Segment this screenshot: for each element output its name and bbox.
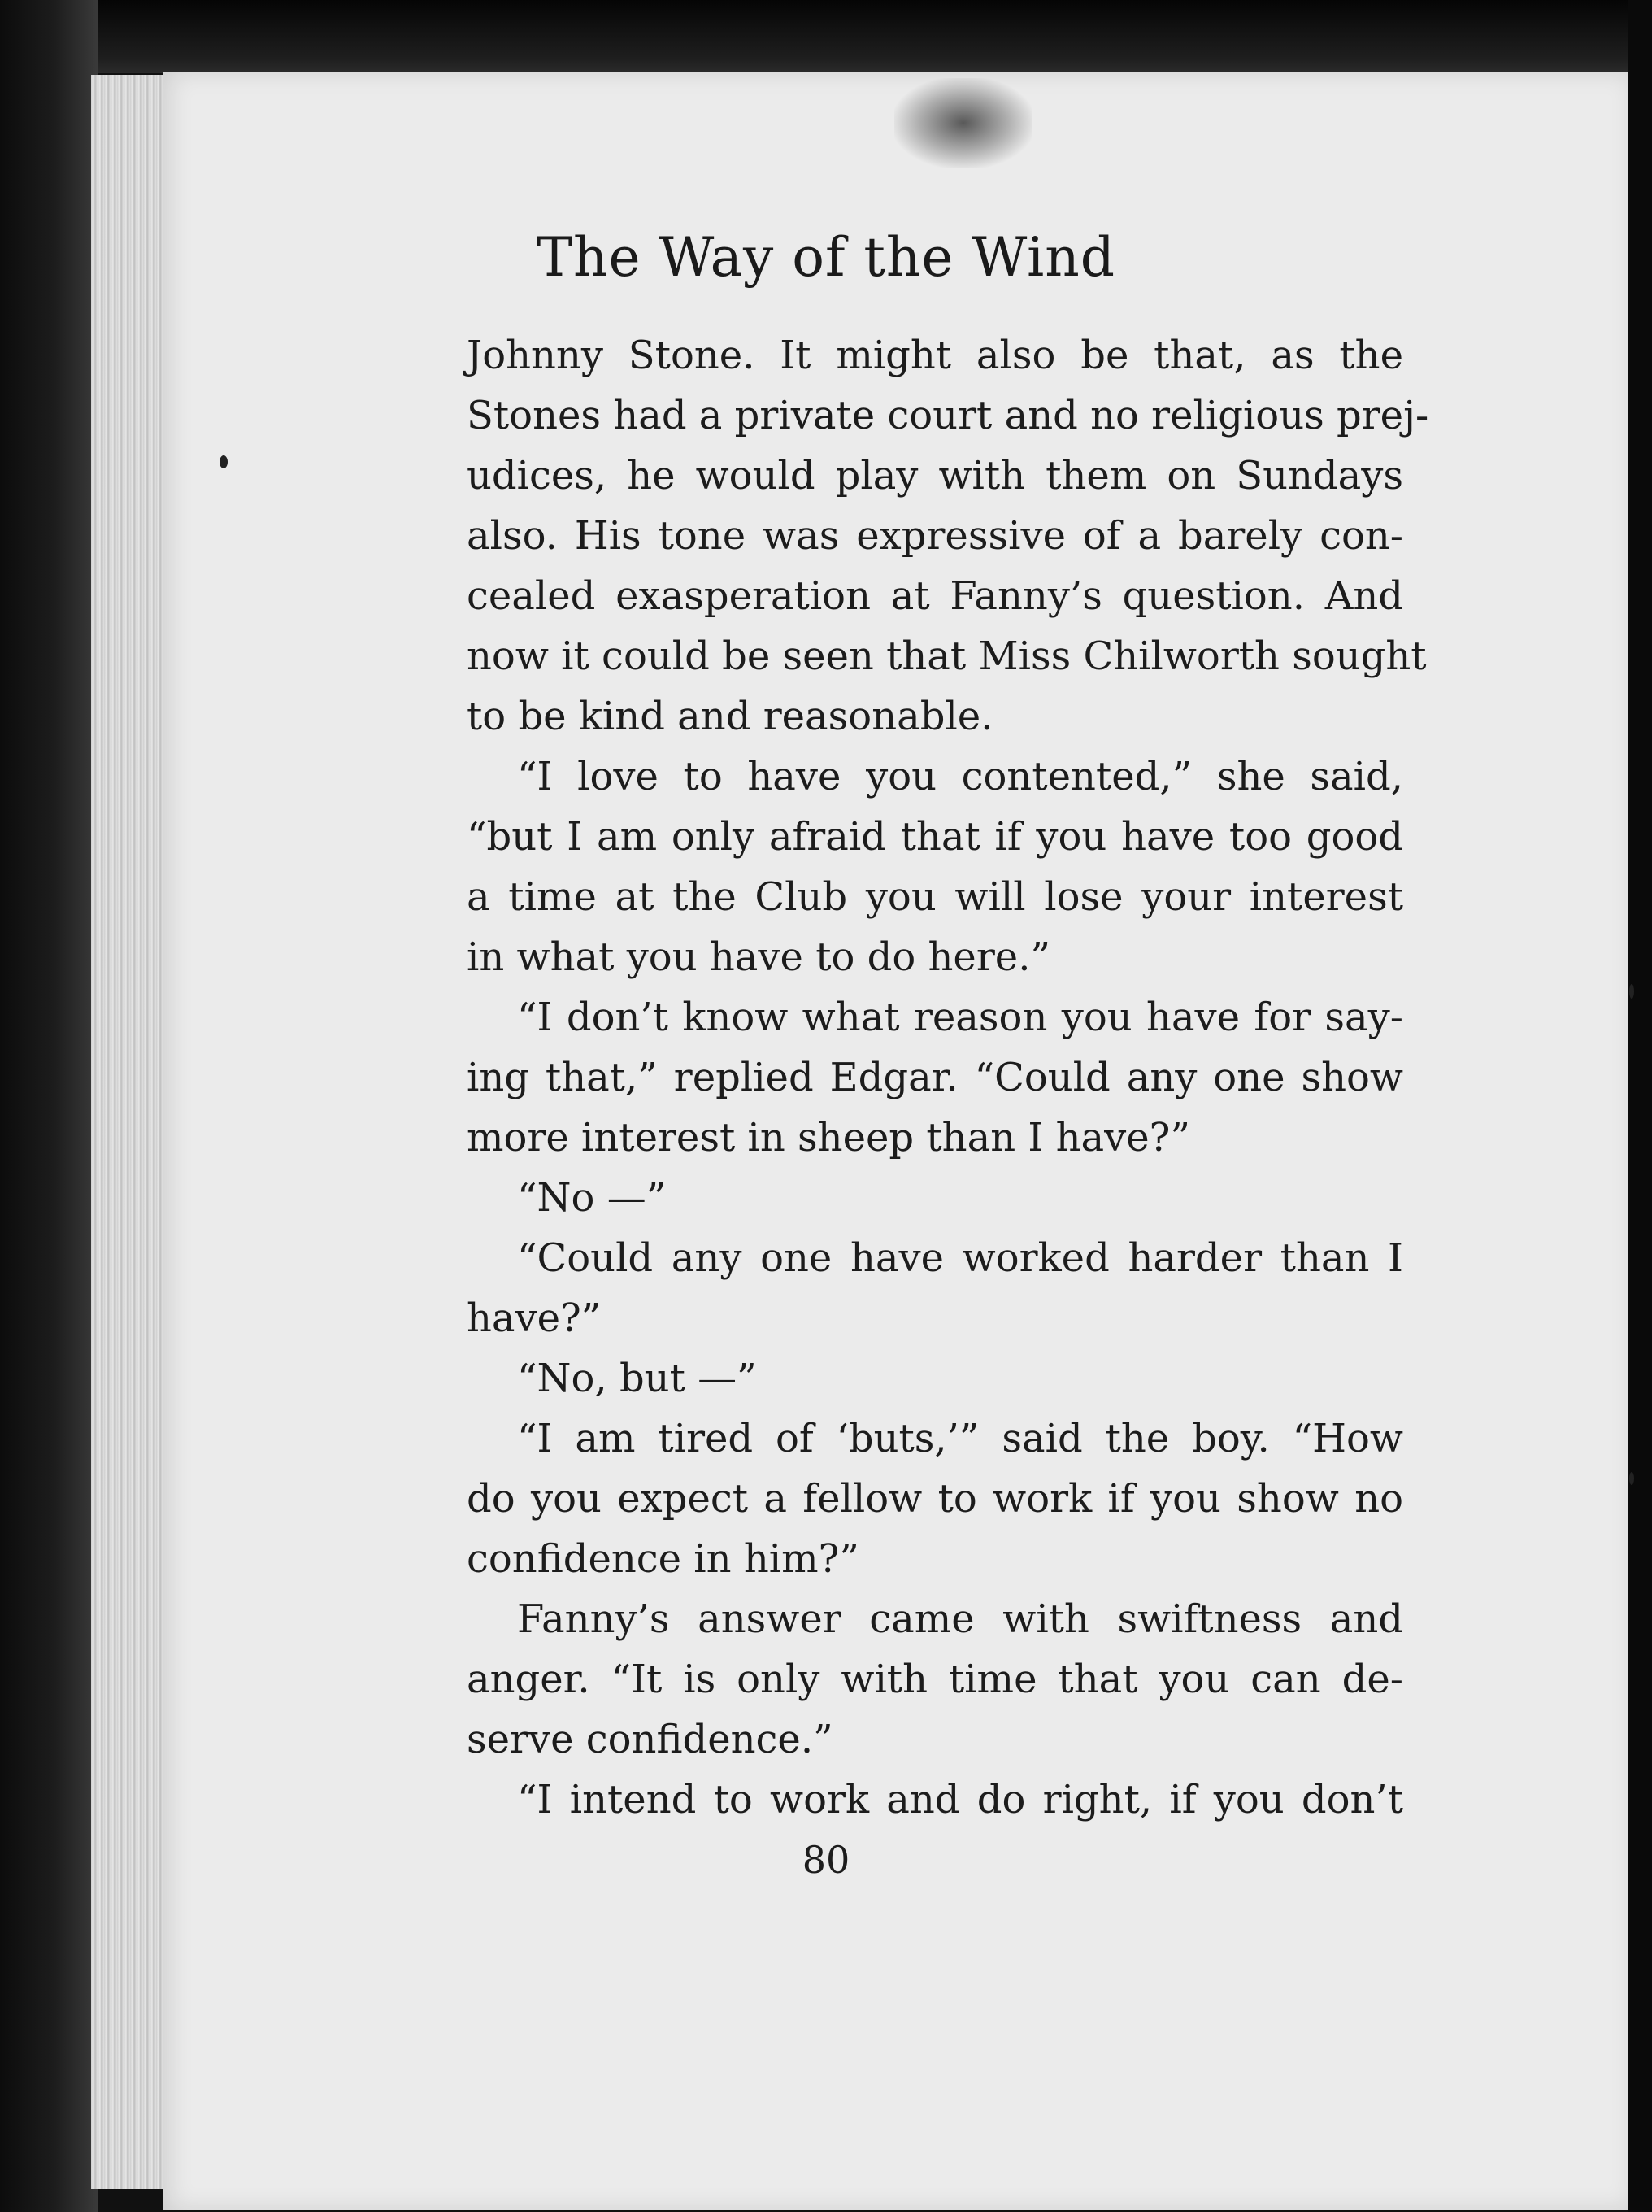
body-text [467,325,1429,1830]
margin-speck [1629,1472,1634,1485]
text-line: confidence in him?” [467,1536,859,1582]
text-line: Stones had a private court and no religious prej- [467,393,1429,438]
text-line: “I love to have you contented,” she said, [517,754,1403,799]
text-line: “I am tired of ‘buts,’” said the boy. “How [517,1416,1403,1461]
text-line: “I don’t know what reason you have for say- [517,995,1403,1040]
text-line: in what you have to do here.” [467,934,1050,980]
text-line: cealed exasperation at Fanny’s question. And [467,573,1403,619]
text-line: “No —” [517,1175,667,1221]
text-line: a time at the Club you will lose your interest [467,874,1403,920]
text-line: Johnny Stone. It might also be that, as the [467,333,1403,378]
ink-smudge [894,78,1032,168]
text-line: to be kind and reasonable. [467,694,993,739]
text-line: “Could any one have worked harder than I [517,1235,1403,1281]
text-line: “I intend to work and do right, if you don’t [517,1777,1403,1822]
text-line: now it could be seen that Miss Chilworth sought [467,634,1427,679]
text-line: Fanny’s answer came with swiftness and [517,1596,1403,1642]
margin-speck [220,455,228,468]
text-line: “No, but —” [517,1356,757,1401]
running-head: The Way of the Wind [536,226,1116,289]
text-line: “but I am only afraid that if you have too good [467,814,1403,860]
margin-speck [1629,984,1634,999]
text-line: serve confidence.” [467,1717,833,1762]
text-line: do you expect a fellow to work if you show no [467,1476,1403,1522]
text-line: also. His tone was expressive of a barely con- [467,513,1403,559]
text-line: udices, he would play with them on Sundays [467,453,1403,499]
page-number: 80 [802,1838,850,1882]
text-line: ing that,” replied Edgar. “Could any one show [467,1055,1403,1100]
scan-top-shadow [0,0,1652,73]
text-line: anger. “It is only with time that you can de- [467,1657,1403,1702]
text-line: more interest in sheep than I have?” [467,1115,1190,1160]
text-line: have?” [467,1295,602,1341]
